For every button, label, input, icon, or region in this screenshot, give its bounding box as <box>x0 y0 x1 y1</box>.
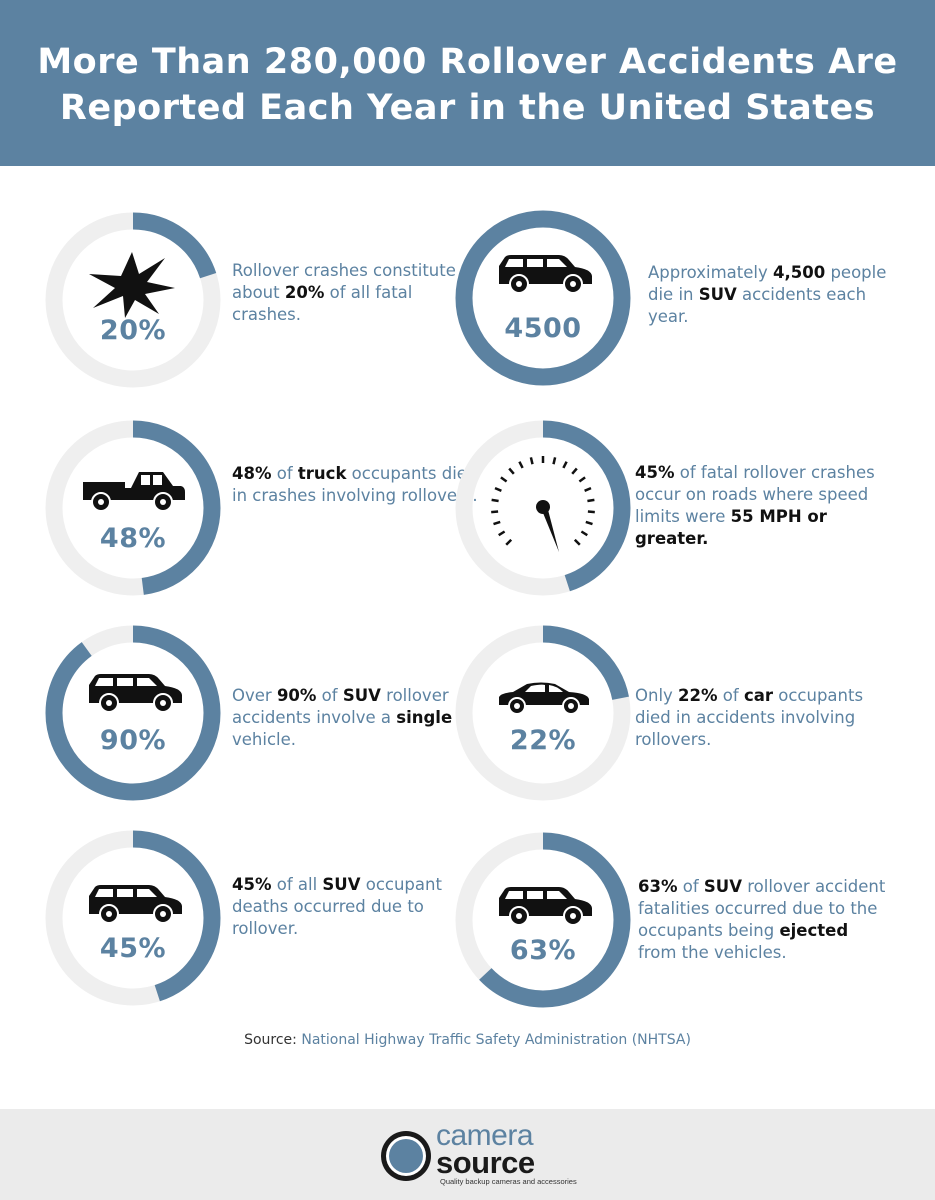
stat-value: 48% <box>99 523 167 554</box>
progress-ring <box>455 210 631 386</box>
sedan-icon <box>497 681 591 715</box>
description-text: rollover accidents involve a <box>232 686 449 727</box>
stat-description <box>232 685 482 751</box>
highlight-text: 4,500 <box>773 263 826 282</box>
stat-card <box>455 210 895 390</box>
description-text: Approximately <box>648 263 773 282</box>
highlight-text: 22% <box>678 686 718 705</box>
highlight-text: 45% <box>232 875 272 894</box>
highlight-text: single <box>396 708 453 727</box>
highlight-text: 55 MPH or greater. <box>635 507 827 548</box>
description-text: rollover accident fatalities occurred due to the occupants being <box>638 877 886 940</box>
highlight-text: SUV <box>698 285 737 304</box>
highlight-text: 20% <box>284 283 325 302</box>
description-text: vehicle. <box>232 730 297 749</box>
stat-card <box>455 625 895 805</box>
description-text: of <box>717 686 744 705</box>
description-text: accidents each year. <box>648 285 867 326</box>
description-text: from the vehicles. <box>638 943 787 962</box>
description-text: Over <box>232 686 277 705</box>
progress-ring <box>45 625 221 801</box>
stat-description <box>648 262 898 328</box>
stat-value: 22% <box>509 725 577 756</box>
highlight-text: car <box>743 686 774 705</box>
stat-description <box>635 462 885 550</box>
header-banner <box>0 0 935 166</box>
highlight-text: SUV <box>703 877 742 896</box>
description-text: of <box>677 877 704 896</box>
ring-value-arc <box>464 219 622 377</box>
description-text: occupant deaths occurred due to rollover. <box>232 875 442 938</box>
stat-description <box>638 876 888 964</box>
highlight-text: SUV <box>342 686 381 705</box>
description-text: of <box>271 464 298 483</box>
description-text: occupants died in accidents involving rollovers. <box>635 686 864 749</box>
stat-value: 4500 <box>504 313 582 344</box>
stat-card <box>45 830 485 1010</box>
stat-card <box>45 625 485 805</box>
description-text: of fatal rollover crashes occur on roads where speed limits were <box>635 463 875 526</box>
suv-icon <box>87 673 183 713</box>
logo-word-camera: camera <box>436 1119 534 1152</box>
source-label: Source: <box>244 1032 297 1048</box>
stat-card <box>45 420 485 600</box>
highlight-text: ejected <box>779 921 849 940</box>
stat-value: 90% <box>99 725 167 756</box>
description-text: occupants died in crashes involving rollovers. <box>232 464 478 505</box>
stat-description <box>635 685 885 751</box>
description-text: of all <box>271 875 323 894</box>
highlight-text: 48% <box>232 464 272 483</box>
speedometer-icon <box>483 448 603 568</box>
title-line-2: Reported Each Year in the United States <box>59 88 876 128</box>
highlight-text: 63% <box>638 877 678 896</box>
logo-word-source: source <box>436 1145 535 1180</box>
description-text: Only <box>635 686 679 705</box>
ring-value-arc <box>54 634 212 792</box>
stat-card <box>455 420 895 600</box>
logo-icon <box>378 1128 434 1184</box>
suv-icon <box>497 886 593 926</box>
highlight-text: SUV <box>322 875 361 894</box>
source-text: National Highway Traffic Safety Administration (NHTSA) <box>301 1032 691 1048</box>
description-text: Rollover crashes constitute about <box>232 261 456 302</box>
description-text: of all fatal crashes. <box>232 283 413 324</box>
suv-icon <box>87 884 183 924</box>
stat-description <box>232 874 482 940</box>
description-text: people die in <box>648 263 887 304</box>
title-line-1: More Than 280,000 Rollover Accidents Are <box>37 42 898 82</box>
logo-tagline: Quality backup cameras and accessories <box>440 1177 577 1186</box>
stat-description <box>232 260 482 326</box>
explosion-icon <box>87 250 177 320</box>
stat-value: 45% <box>99 933 167 964</box>
highlight-text: 45% <box>635 463 675 482</box>
page-title <box>37 35 897 131</box>
description-text: of <box>316 686 343 705</box>
stat-value: 20% <box>99 315 167 346</box>
source-line <box>0 1032 935 1048</box>
pickup-truck-icon <box>81 470 185 512</box>
stat-description <box>232 463 482 507</box>
suv-icon <box>497 254 593 294</box>
highlight-text: truck <box>297 464 347 483</box>
stat-value: 63% <box>509 935 577 966</box>
stat-card <box>45 212 485 392</box>
highlight-text: 90% <box>276 686 317 705</box>
stat-card <box>455 832 895 1012</box>
